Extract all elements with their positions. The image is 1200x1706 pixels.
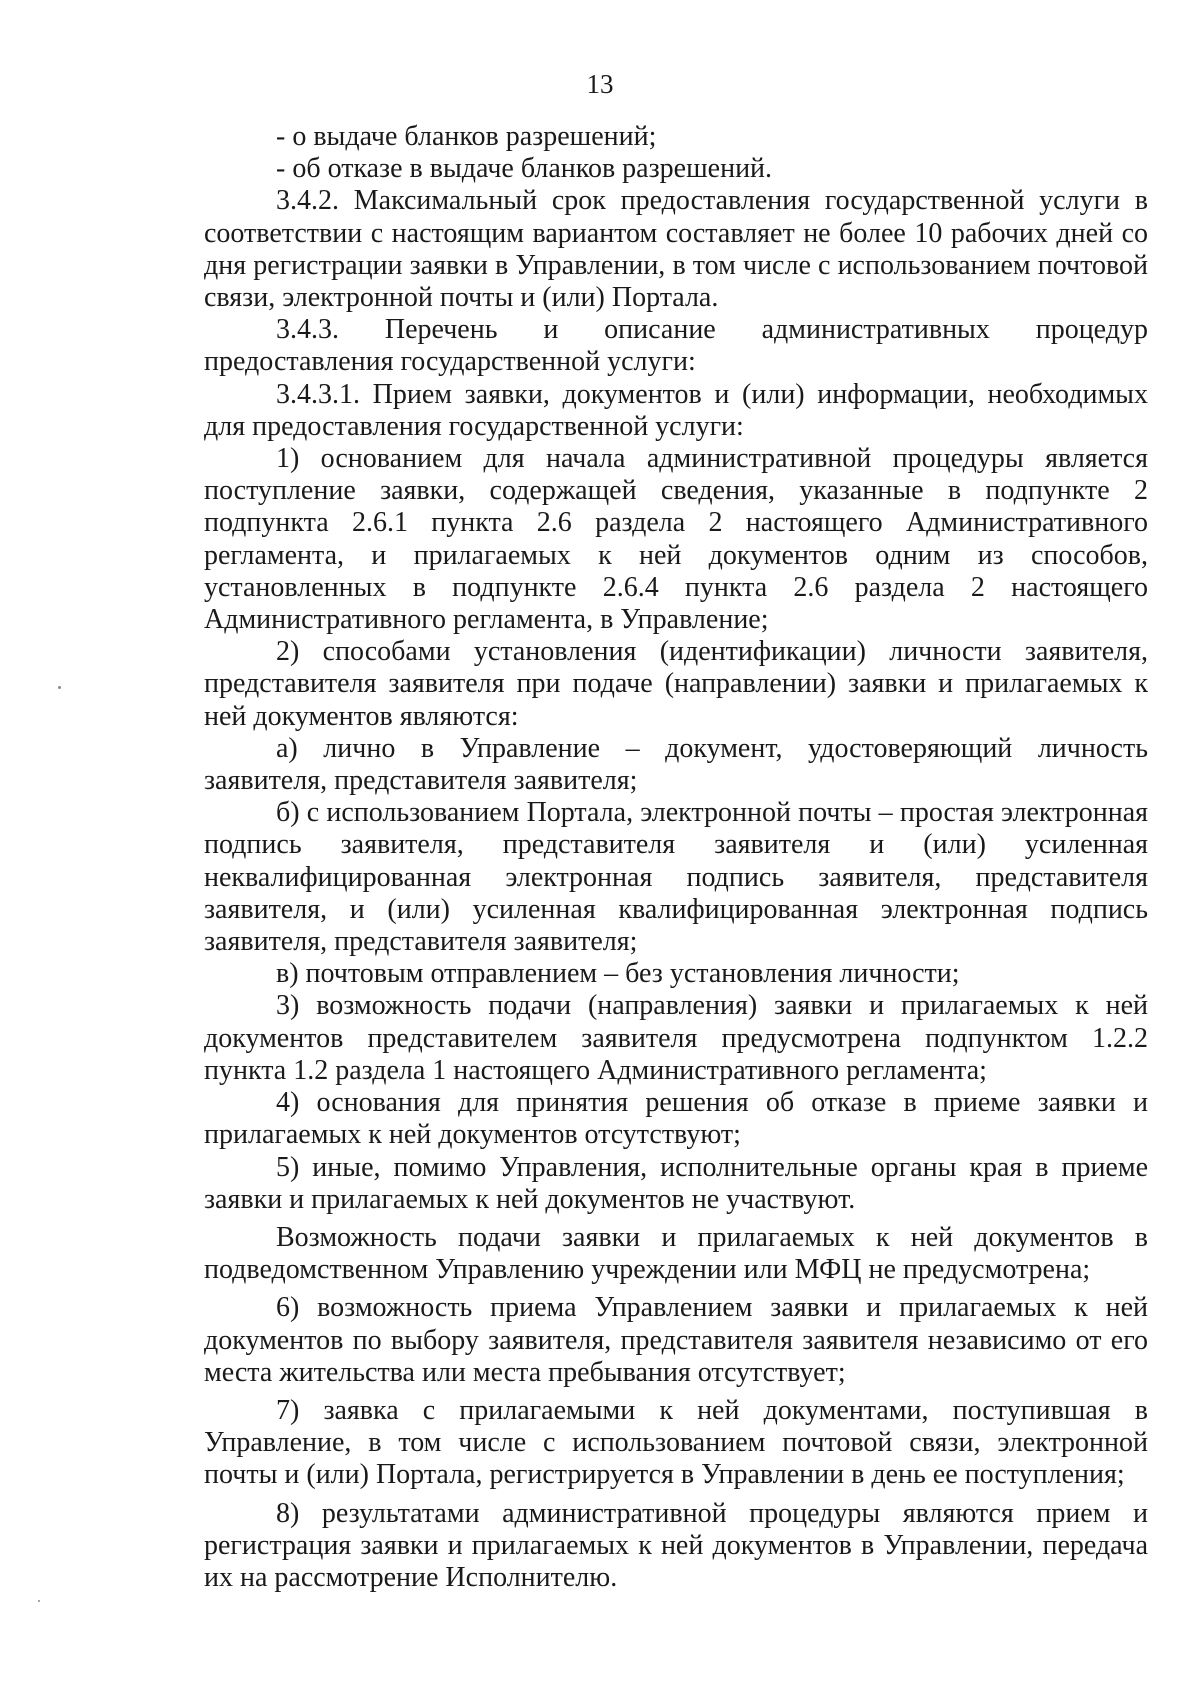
paragraph: а) лично в Управление – документ, удостоверяющий личность заявителя, представителя заявителя;	[204, 732, 1148, 797]
paragraph: 2) способами установления (идентификации) личности заявителя, представителя заявителя при подаче (направлении) заявки и прилагаемых к ней документов являются:	[204, 636, 1148, 732]
page-number: 13	[586, 69, 614, 99]
paragraph: 3.4.2. Максимальный срок предоставления государственной услуги в соответствии с настоящим вариантом составляет не более 10 рабочих дней со дня регистрации заявки в Управлении, в том числе с использованием почтовой связи, электронной почты и (или) Портала.	[204, 185, 1148, 314]
document-body	[204, 121, 1148, 1594]
paragraph: 3.4.3. Перечень и описание административных процедур предоставления государственной услуги:	[204, 314, 1148, 378]
paragraph: 1) основанием для начала административной процедуры является поступление заявки, содержащей сведения, указанные в подпункте 2 подпункта 2.6.1 пункта 2.6 раздела 2 настоящего Административного регламента, и прилагаемых к ней документов одним из способов, установленных в подпункте 2.6.4 пункта 2.6 раздела 2 настоящего Административного регламента, в Управление;	[204, 443, 1148, 636]
paragraph: 3.4.3.1. Прием заявки, документов и (или) информации, необходимых для предоставления государственной услуги:	[204, 378, 1148, 442]
paragraph: 6) возможность приема Управлением заявки и прилагаемых к ней документов по выбору заявителя, представителя заявителя независимо от его места жительства или места пребывания отсутствует;	[204, 1292, 1148, 1388]
paragraph: б) с использованием Портала, электронной почты – простая электронная подпись заявителя, представителя заявителя и (или) усиленная неквалифицированная электронная подпись заявителя, представителя заявителя, и (или) усиленная квалифицированная электронная подпись заявителя, представителя заявителя;	[204, 797, 1148, 958]
scan-speck	[38, 1600, 40, 1602]
paragraph: 4) основания для принятия решения об отказе в приеме заявки и прилагаемых к ней документов отсутствуют;	[204, 1087, 1148, 1151]
paragraph: 7) заявка с прилагаемыми к ней документами, поступившая в Управление, в том числе с использованием почтовой связи, электронной почты и (или) Портала, регистрируется в Управлении в день ее поступления;	[204, 1394, 1148, 1491]
scan-speck	[58, 686, 61, 689]
paragraph: в) почтовым отправлением – без установления личности;	[276, 958, 960, 990]
paragraph: 3) возможность подачи (направления) заявки и прилагаемых к ней документов представителем заявителя предусмотрена подпунктом 1.2.2 пункта 1.2 раздела 1 настоящего Административного регламента;	[204, 990, 1148, 1086]
paragraph: 5) иные, помимо Управления, исполнительные органы края в приеме заявки и прилагаемых к ней документов не участвуют.	[204, 1151, 1148, 1215]
paragraph: - о выдаче бланков разрешений;	[276, 121, 657, 152]
paragraph: Возможность подачи заявки и прилагаемых к ней документов в подведомственном Управлению учреждении или МФЦ не предусмотрена;	[204, 1221, 1148, 1286]
paragraph: 8) результатами административной процедуры являются прием и регистрация заявки и прилагаемых к ней документов в Управлении, передача их на рассмотрение Исполнителю.	[204, 1497, 1148, 1593]
paragraph: - об отказе в выдаче бланков разрешений.	[276, 153, 773, 185]
